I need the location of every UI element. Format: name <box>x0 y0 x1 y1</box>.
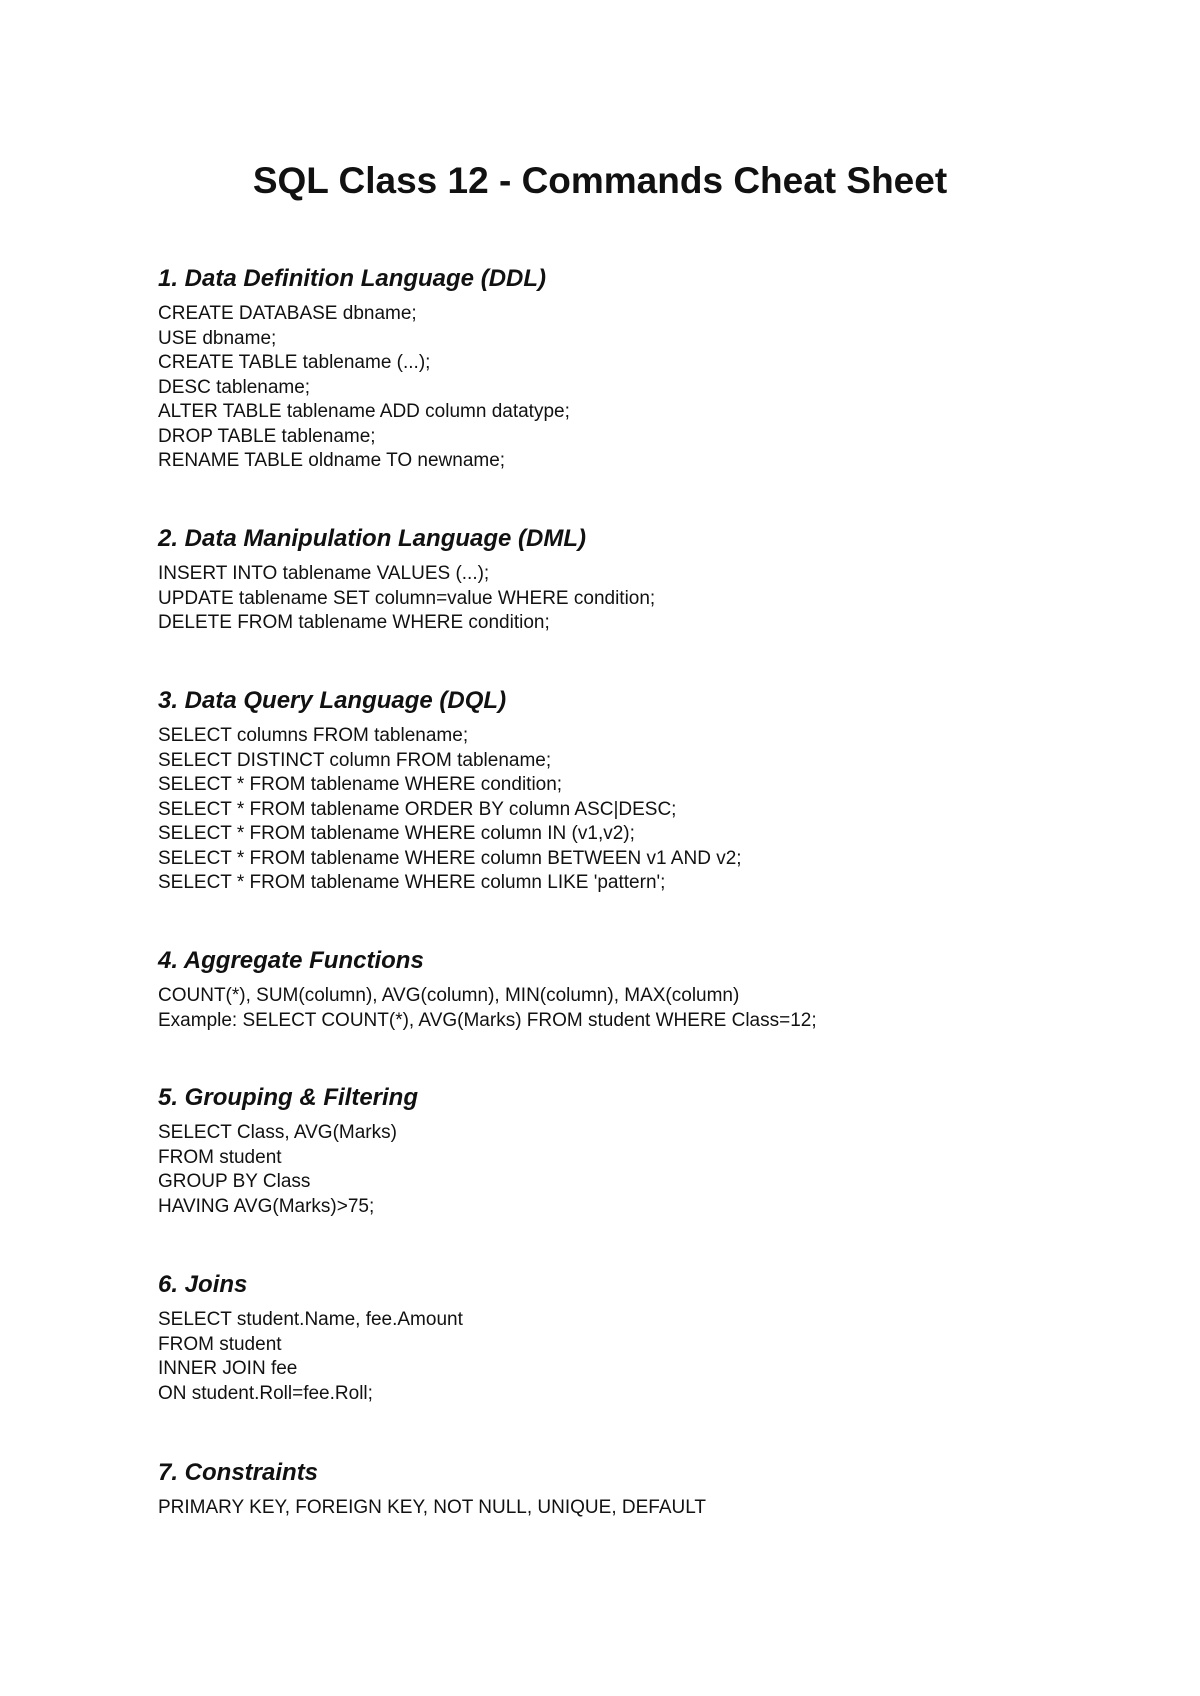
command-line: ON student.Roll=fee.Roll; <box>158 1382 373 1404</box>
command-line: SELECT * FROM tablename WHERE condition; <box>158 774 563 795</box>
command-line: ALTER TABLE tablename ADD column datatype; <box>158 401 570 422</box>
section-dml <box>158 524 1118 636</box>
section-aggregate-functions <box>158 946 1118 1033</box>
command-line: RENAME TABLE oldname TO newname; <box>158 450 506 471</box>
command-line: INSERT INTO tablename VALUES (...); <box>158 563 490 584</box>
command-line: UPDATE tablename SET column=value WHERE condition; <box>158 587 656 609</box>
command-line: SELECT * FROM tablename WHERE column LIKE 'pattern'; <box>158 872 666 893</box>
section-dql <box>158 686 1118 896</box>
section-constraints <box>158 1458 1118 1521</box>
command-line: USE dbname; <box>158 327 277 349</box>
command-line: INNER JOIN fee <box>158 1358 298 1379</box>
section-ddl <box>158 264 1118 474</box>
command-line: DESC tablename; <box>158 376 311 398</box>
section-heading: 7. Constraints <box>158 1459 319 1486</box>
command-line: PRIMARY KEY, FOREIGN KEY, NOT NULL, UNIQUE, DEFAULT <box>158 1497 706 1518</box>
command-line: DROP TABLE tablename; <box>158 425 376 447</box>
command-line: COUNT(*), SUM(column), AVG(column), MIN(column), MAX(column) <box>158 985 740 1006</box>
command-line: FROM student <box>158 1146 282 1168</box>
command-line: FROM student <box>158 1333 282 1355</box>
section-heading: 6. Joins <box>158 1271 248 1298</box>
command-line: SELECT * FROM tablename WHERE column BETWEEN v1 AND v2; <box>158 847 742 869</box>
command-line: CREATE DATABASE dbname; <box>158 303 417 324</box>
command-line: DELETE FROM tablename WHERE condition; <box>158 612 550 633</box>
section-heading: 4. Aggregate Functions <box>158 947 424 974</box>
command-line: SELECT Class, AVG(Marks) <box>158 1122 397 1143</box>
command-line: CREATE TABLE tablename (...); <box>158 352 431 373</box>
command-line: GROUP BY Class <box>158 1171 311 1192</box>
page-title: SQL Class 12 - Commands Cheat Sheet <box>252 160 948 201</box>
section-heading: 1. Data Definition Language (DDL) <box>158 265 547 292</box>
command-line: SELECT * FROM tablename WHERE column IN (v1,v2); <box>158 823 635 844</box>
section-heading: 5. Grouping & Filtering <box>158 1084 418 1111</box>
command-line: HAVING AVG(Marks)>75; <box>158 1195 375 1217</box>
section-heading: 2. Data Manipulation Language (DML) <box>158 525 587 552</box>
section-heading: 3. Data Query Language (DQL) <box>158 687 507 714</box>
command-line: SELECT DISTINCT column FROM tablename; <box>158 749 552 771</box>
command-line: SELECT columns FROM tablename; <box>158 725 469 746</box>
command-line: SELECT * FROM tablename ORDER BY column ASC|DESC; <box>158 798 677 820</box>
command-line: Example: SELECT COUNT(*), AVG(Marks) FROM student WHERE Class=12; <box>158 1009 817 1031</box>
command-line: SELECT student.Name, fee.Amount <box>158 1309 463 1330</box>
section-grouping-filtering <box>158 1083 1118 1219</box>
section-joins <box>158 1270 1118 1406</box>
